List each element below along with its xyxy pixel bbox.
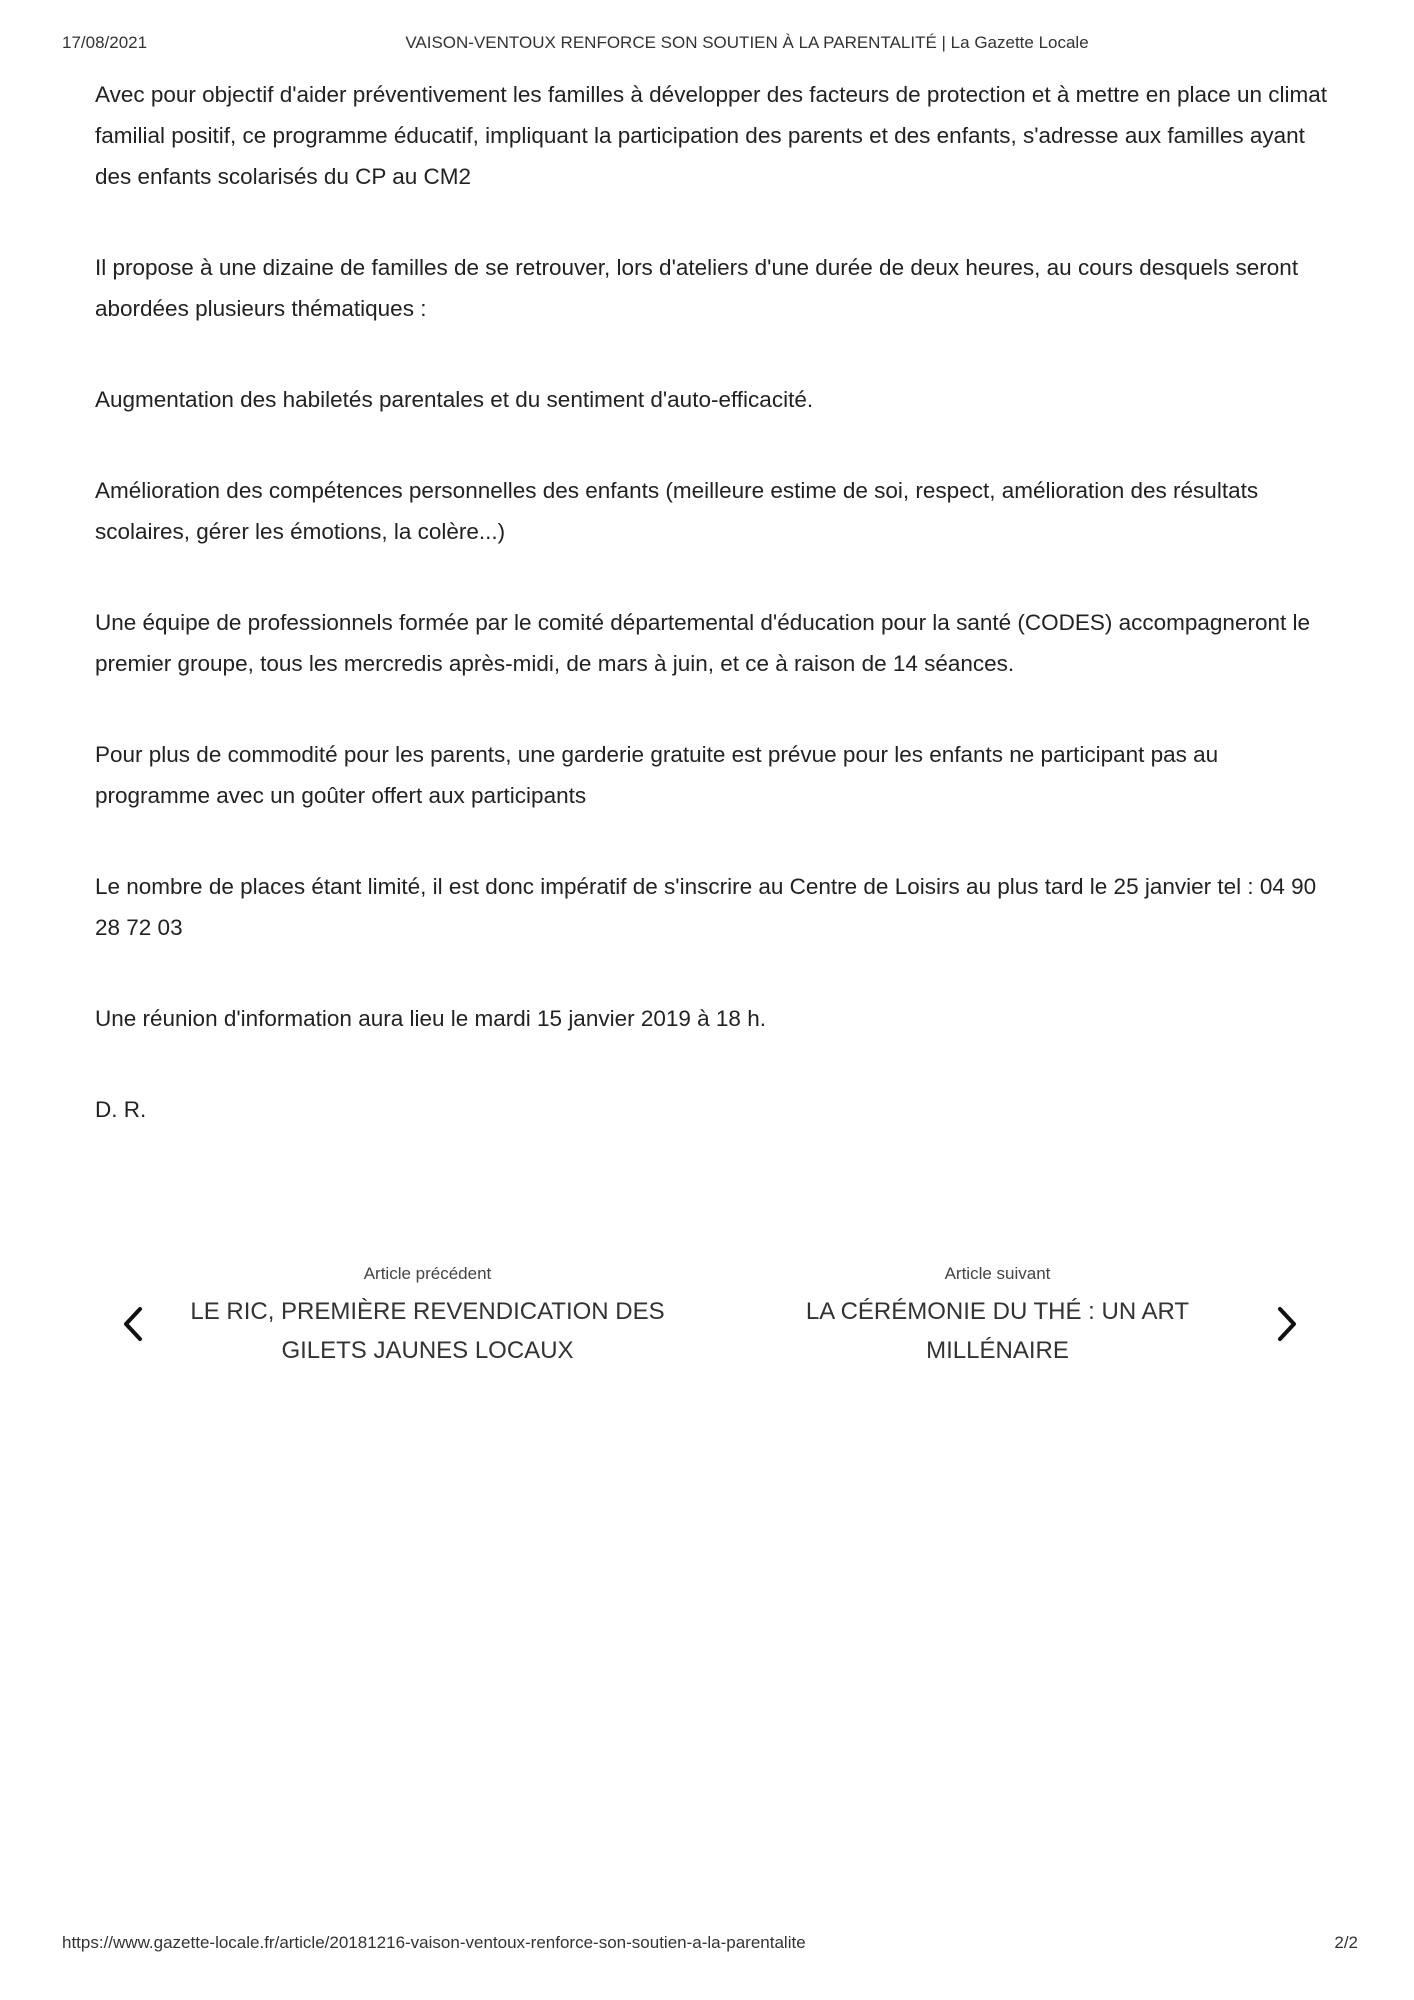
print-footer	[0, 1933, 1414, 1955]
page-number: 2/2	[1334, 1933, 1358, 1952]
print-date: 17/08/2021	[62, 33, 148, 52]
next-article-link[interactable]	[770, 1262, 1225, 1370]
article-paragraph: Pour plus de commodité pour les parents, une garderie gratuite est prévue pour les enfants ne participant pas au programme avec un goûter offert aux participants	[95, 742, 1219, 808]
previous-article-title[interactable]: LE RIC, PREMIÈRE REVENDICATION DES GILETS JAUNES LOCAUX	[190, 1298, 665, 1364]
article-paragraph: Avec pour objectif d'aider préventivement les familles à développer des facteurs de protection et à mettre en place un climat familial positif, ce programme éducatif, impliquant la participation des parents et des enfants, s'adresse aux familles ayant des enfants scolarisés du CP au CM2	[95, 82, 1328, 189]
article-paragraph: Amélioration des compétences personnelles des enfants (meilleure estime de soi, respect, amélioration des résultats scolaires, gérer les émotions, la colère...)	[95, 478, 1259, 544]
previous-article-kicker: Article précédent	[363, 1264, 492, 1283]
article-paragraph: Augmentation des habiletés parentales et du sentiment d'auto-efficacité.	[95, 387, 814, 412]
chevron-left-icon[interactable]	[118, 1304, 148, 1344]
article-signature: D. R.	[95, 1097, 147, 1122]
previous-article-link[interactable]	[175, 1262, 680, 1370]
article-body	[95, 74, 1335, 1180]
print-page-title: VAISON-VENTOUX RENFORCE SON SOUTIEN À LA PARENTALITÉ | La Gazette Locale	[405, 33, 1089, 52]
print-url: https://www.gazette-locale.fr/article/20181216-vaison-ventoux-renforce-son-soutien-a-la-parentalite	[62, 1933, 806, 1952]
chevron-right-icon[interactable]	[1272, 1304, 1302, 1344]
article-paragraph: Il propose à une dizaine de familles de se retrouver, lors d'ateliers d'une durée de deux heures, au cours desquels seront abordées plusieurs thématiques :	[95, 255, 1299, 321]
article-paragraph: Une équipe de professionnels formée par le comité départemental d'éducation pour la santé (CODES) accompagneront le premier groupe, tous les mercredis après-midi, de mars à juin, et ce à raison de 14 séances.	[95, 610, 1310, 676]
print-header	[0, 33, 1414, 55]
article-paragraph: Le nombre de places étant limité, il est donc impératif de s'inscrire au Centre de Loisirs au plus tard le 25 janvier tel : 04 90 28 72 03	[95, 874, 1317, 940]
next-article-kicker: Article suivant	[944, 1264, 1051, 1283]
article-paragraph: Une réunion d'information aura lieu le mardi 15 janvier 2019 à 18 h.	[95, 1006, 766, 1031]
article-navigation	[0, 1262, 1414, 1372]
next-article-title[interactable]: LA CÉRÉMONIE DU THÉ : UN ART MILLÉNAIRE	[805, 1298, 1190, 1364]
